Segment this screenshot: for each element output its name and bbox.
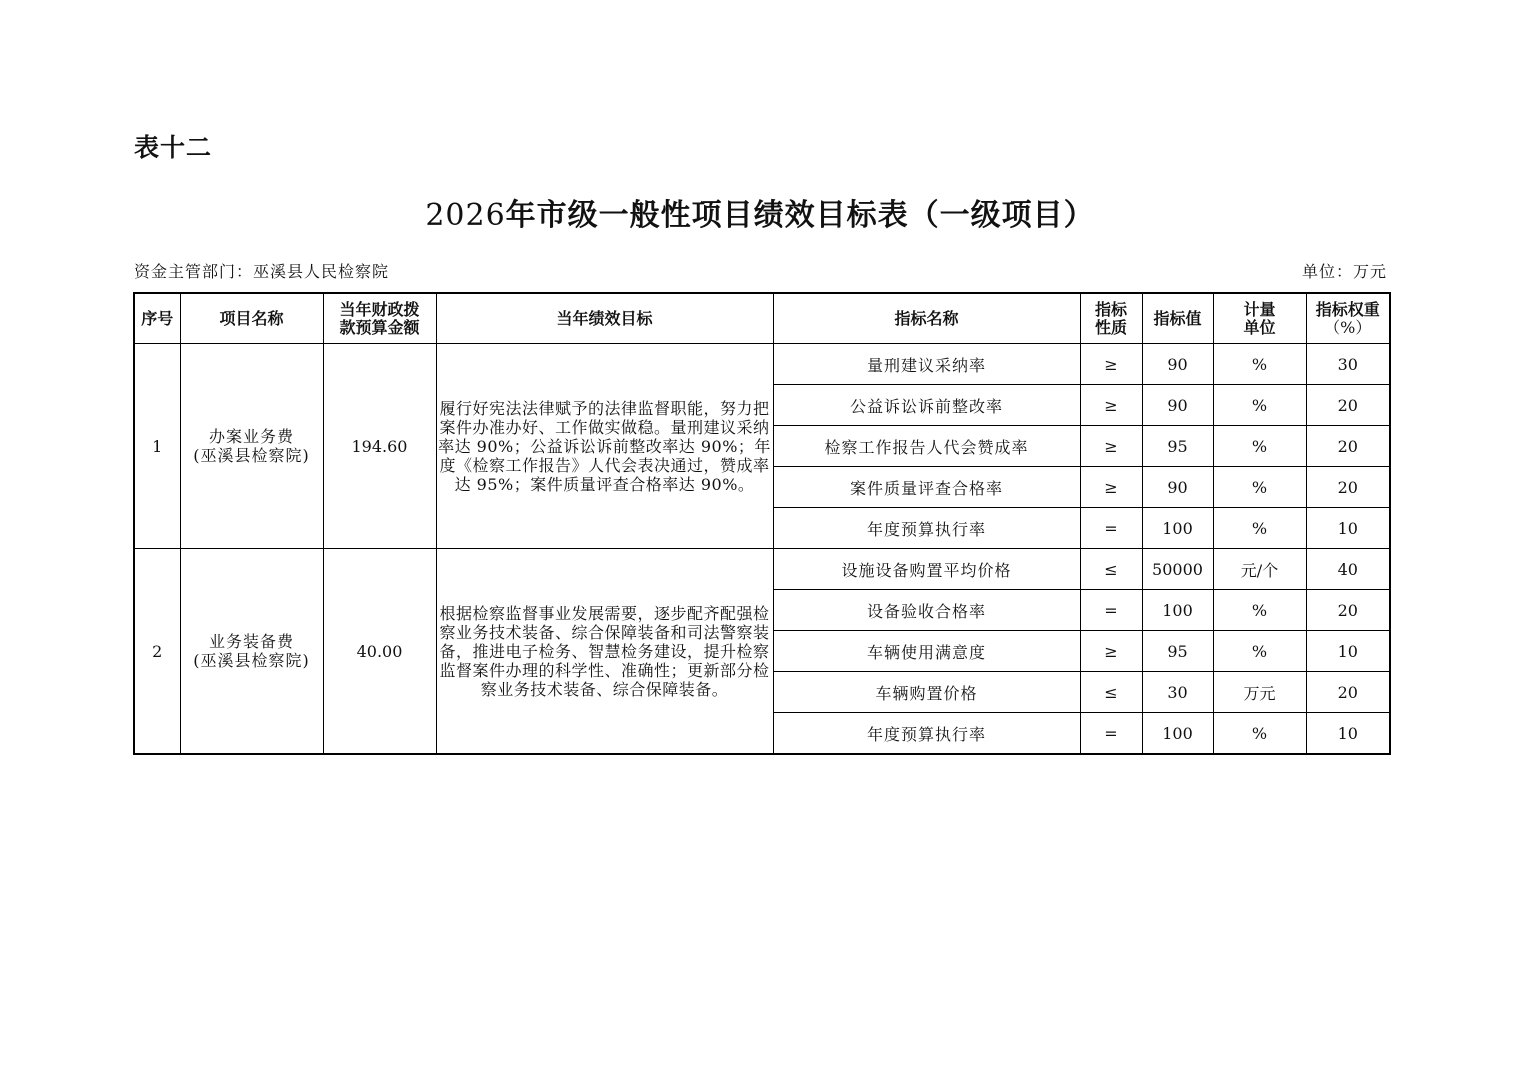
indicator-unit: % — [1213, 385, 1306, 426]
project-seq: 2 — [134, 549, 180, 755]
performance-table — [133, 292, 1391, 755]
project-name-line1: 办案业务费 — [208, 427, 294, 446]
indicator-unit: % — [1213, 508, 1306, 549]
header-project-name: 项目名称 — [180, 293, 323, 344]
indicator-value: 90 — [1142, 344, 1213, 385]
indicator-value: 100 — [1142, 508, 1213, 549]
project-goal: 履行好宪法法律赋予的法律监督职能，努力把案件办准办好、工作做实做稳。量刑建议采纳率达 90%；公益诉讼诉前整改率达 90%；年度《检察工作报告》人代会表决通过，赞成率达 95%；案件质量评查合格率达 90%。 — [436, 344, 773, 549]
project-name — [180, 344, 323, 549]
header-budget-line1: 当年财政拨 — [339, 299, 420, 319]
table-row — [134, 344, 1390, 385]
indicator-unit: % — [1213, 344, 1306, 385]
indicator-unit: % — [1213, 631, 1306, 672]
project-name-line1: 业务装备费 — [208, 632, 294, 651]
indicator-nature: ≥ — [1080, 631, 1142, 672]
indicator-unit: % — [1213, 467, 1306, 508]
indicator-value: 95 — [1142, 631, 1213, 672]
indicator-value: 95 — [1142, 426, 1213, 467]
header-goal: 当年绩效目标 — [436, 293, 773, 344]
indicator-name: 车辆使用满意度 — [773, 631, 1080, 672]
indicator-name: 检察工作报告人代会赞成率 — [773, 426, 1080, 467]
indicator-weight: 10 — [1306, 631, 1390, 672]
indicator-weight: 10 — [1306, 508, 1390, 549]
indicator-unit: % — [1213, 426, 1306, 467]
indicator-weight: 30 — [1306, 344, 1390, 385]
indicator-weight: 20 — [1306, 426, 1390, 467]
table-number-label: 表十二 — [134, 133, 213, 162]
title-year: 2026 — [425, 198, 506, 233]
indicator-value: 100 — [1142, 590, 1213, 631]
indicator-weight: 20 — [1306, 385, 1390, 426]
header-nature-line2: 性质 — [1094, 317, 1127, 337]
indicator-nature: ≤ — [1080, 672, 1142, 713]
indicator-weight: 20 — [1306, 590, 1390, 631]
indicator-nature: = — [1080, 508, 1142, 549]
indicator-nature: ≥ — [1080, 385, 1142, 426]
indicator-nature: = — [1080, 713, 1142, 755]
header-indicator-name: 指标名称 — [773, 293, 1080, 344]
header-weight-line1: 指标权重 — [1315, 299, 1380, 319]
indicator-nature: ≥ — [1080, 467, 1142, 508]
project-budget: 40.00 — [323, 549, 436, 755]
indicator-nature: ≤ — [1080, 549, 1142, 590]
indicator-name: 设施设备购置平均价格 — [773, 549, 1080, 590]
indicator-name: 案件质量评查合格率 — [773, 467, 1080, 508]
project-name-line2: (巫溪县检察院) — [193, 651, 310, 670]
indicator-value: 90 — [1142, 385, 1213, 426]
unit-label: 单位：万元 — [1301, 262, 1387, 281]
indicator-name: 车辆购置价格 — [773, 672, 1080, 713]
indicator-nature: ≥ — [1080, 344, 1142, 385]
header-budget — [323, 293, 436, 344]
header-unit-line2: 单位 — [1243, 317, 1276, 337]
project-goal: 根据检察监督事业发展需要，逐步配齐配强检察业务技术装备、综合保障装备和司法警察装备，推进电子检务、智慧检务建设，提升检察监督案件办理的科学性、准确性；更新部分检察业务技术装备、综合保障装备。 — [436, 549, 773, 755]
header-nature — [1080, 293, 1142, 344]
header-row — [134, 293, 1390, 344]
indicator-unit: % — [1213, 590, 1306, 631]
indicator-value: 30 — [1142, 672, 1213, 713]
indicator-nature: = — [1080, 590, 1142, 631]
department-label: 资金主管部门：巫溪县人民检察院 — [134, 262, 390, 281]
project-name — [180, 549, 323, 755]
indicator-name: 年度预算执行率 — [773, 508, 1080, 549]
indicator-unit: 元/个 — [1213, 549, 1306, 590]
indicator-weight: 20 — [1306, 672, 1390, 713]
indicator-weight: 40 — [1306, 549, 1390, 590]
indicator-name: 量刑建议采纳率 — [773, 344, 1080, 385]
header-budget-line2: 款预算金额 — [339, 317, 420, 337]
header-unit — [1213, 293, 1306, 344]
header-value: 指标值 — [1142, 293, 1213, 344]
table-row — [134, 549, 1390, 590]
indicator-unit: % — [1213, 713, 1306, 755]
project-name-line2: (巫溪县检察院) — [193, 446, 310, 465]
indicator-nature: ≥ — [1080, 426, 1142, 467]
header-nature-line1: 指标 — [1094, 299, 1127, 319]
title-text: 年市级一般性项目绩效目标表（一级项目） — [505, 198, 1095, 233]
document-title — [0, 190, 1520, 234]
indicator-weight: 20 — [1306, 467, 1390, 508]
indicator-name: 年度预算执行率 — [773, 713, 1080, 755]
indicator-weight: 10 — [1306, 713, 1390, 755]
project-seq: 1 — [134, 344, 180, 549]
header-weight — [1306, 293, 1390, 344]
header-weight-line2: （%） — [1324, 317, 1372, 337]
indicator-value: 90 — [1142, 467, 1213, 508]
indicator-value: 50000 — [1142, 549, 1213, 590]
indicator-value: 100 — [1142, 713, 1213, 755]
header-seq: 序号 — [134, 293, 180, 344]
project-budget: 194.60 — [323, 344, 436, 549]
indicator-name: 公益诉讼诉前整改率 — [773, 385, 1080, 426]
header-unit-line1: 计量 — [1243, 299, 1276, 319]
indicator-name: 设备验收合格率 — [773, 590, 1080, 631]
indicator-unit: 万元 — [1213, 672, 1306, 713]
